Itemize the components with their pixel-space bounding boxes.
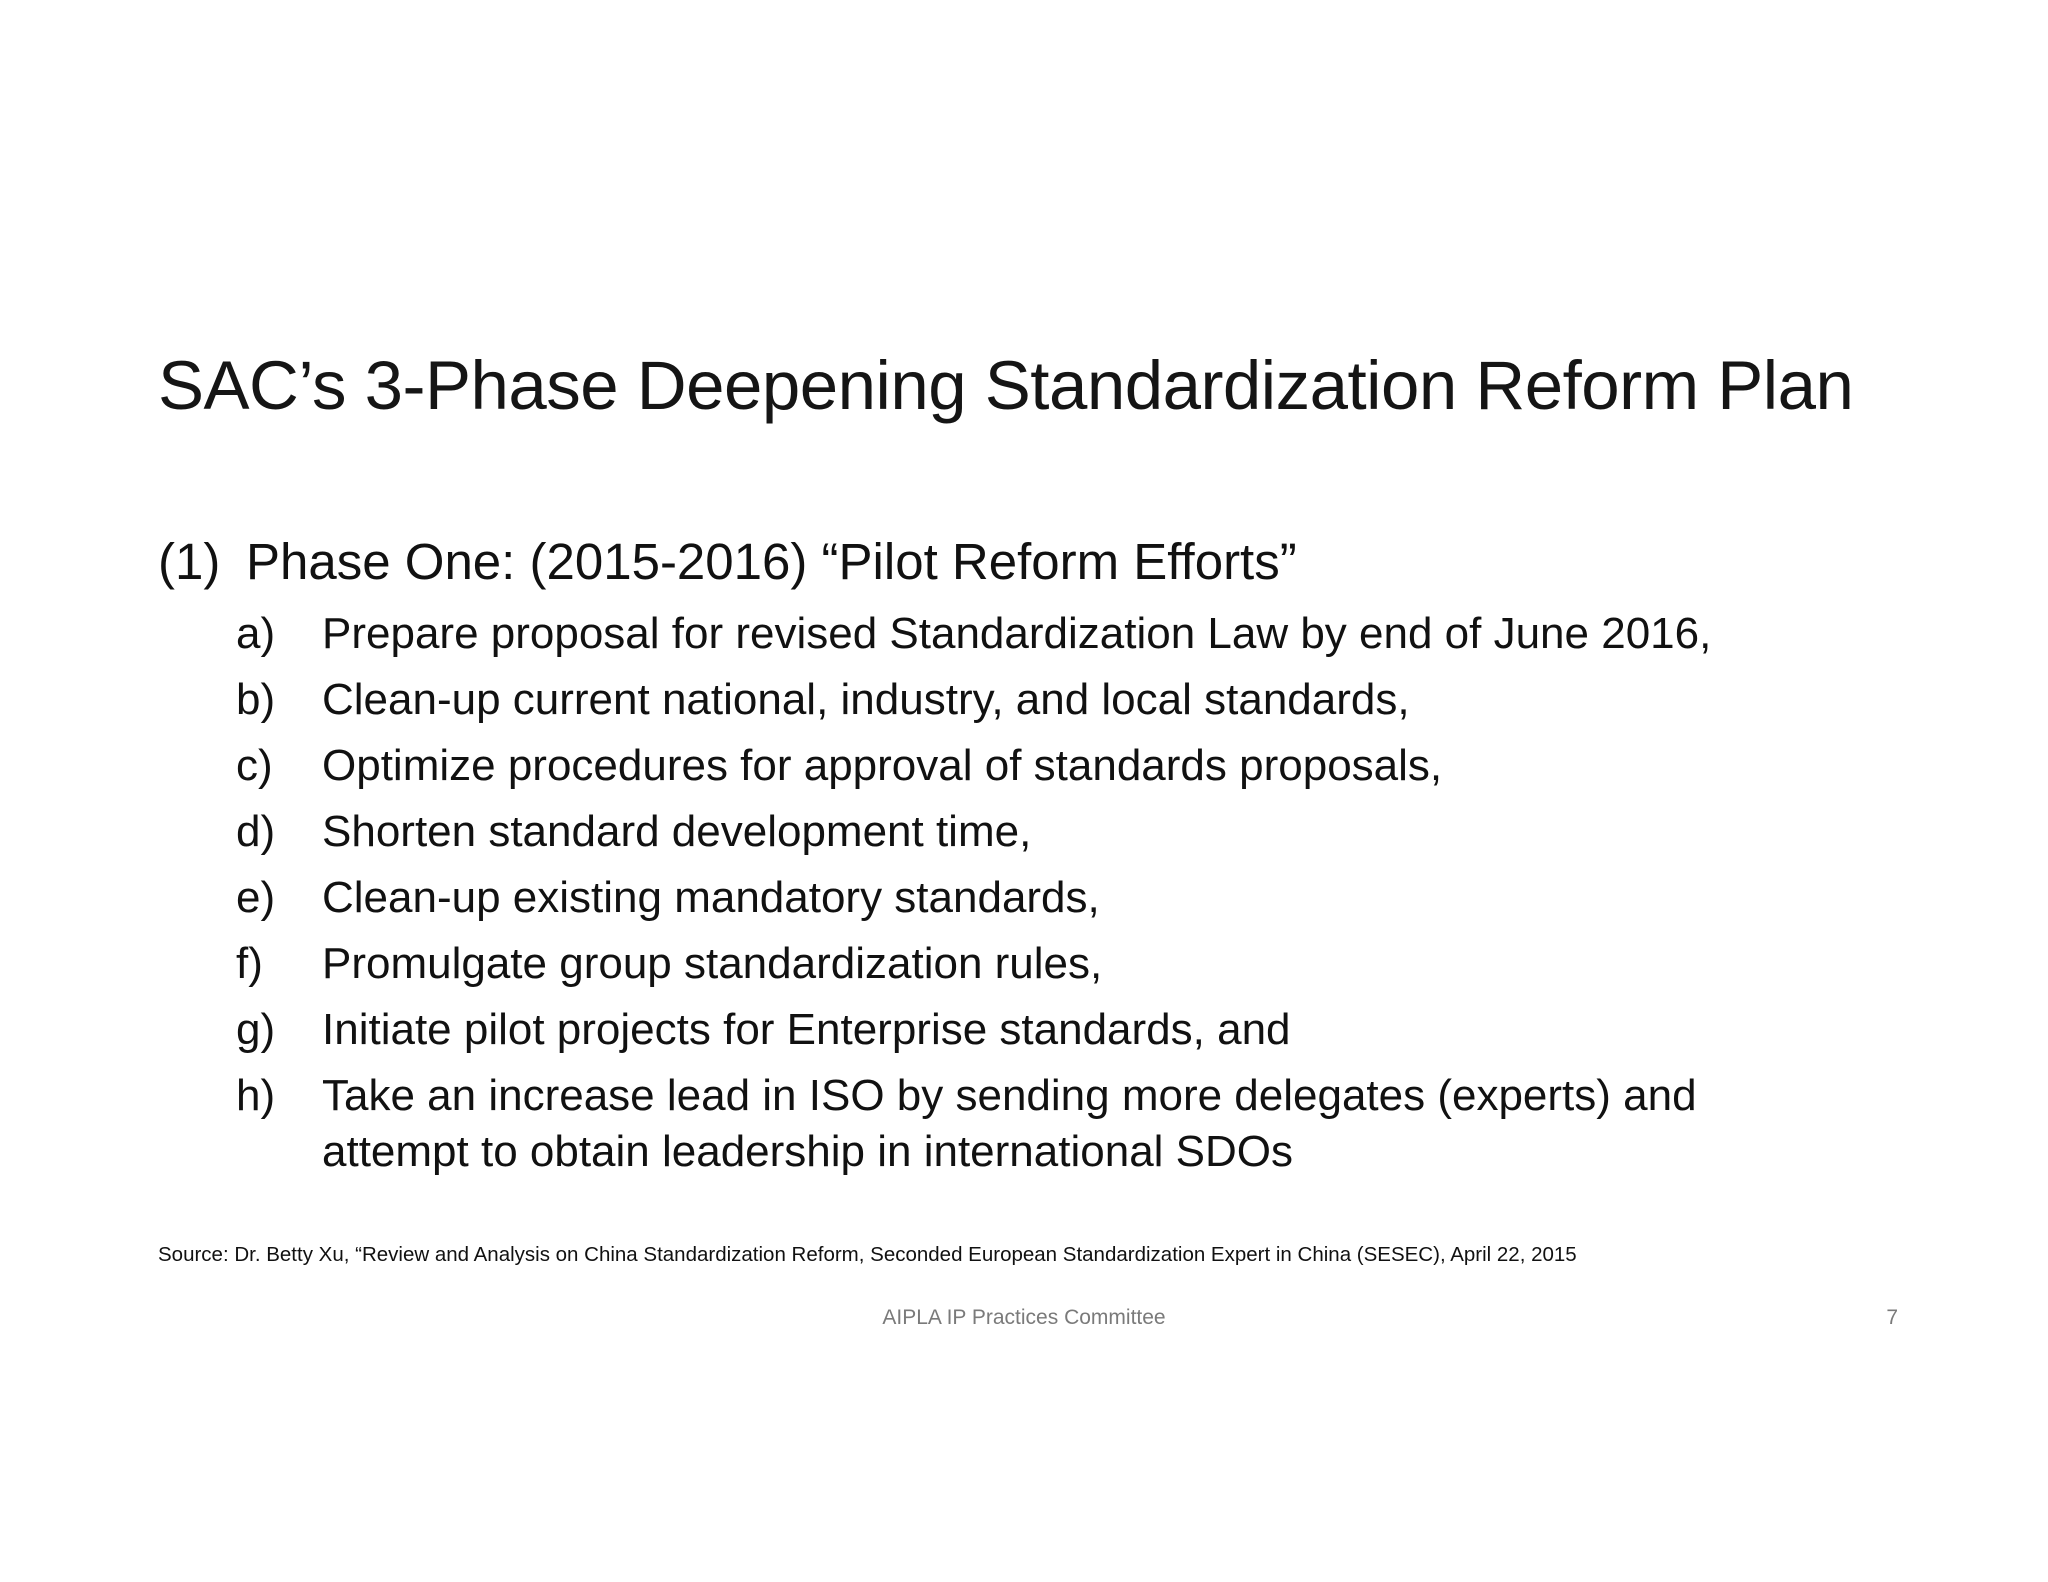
source-citation: Source: Dr. Betty Xu, “Review and Analysis on China Standardization Reform, Seconded European Standardization Expert in China (SESEC), April 22, 2015: [158, 1243, 1577, 1266]
phase-heading: [158, 532, 1297, 591]
list-item-text: Initiate pilot projects for Enterprise standards, and: [322, 1005, 1291, 1054]
phase-item-list: [236, 606, 1836, 1190]
list-item-text: Promulgate group standardization rules,: [322, 939, 1103, 988]
list-item-letter: f): [236, 939, 263, 988]
list-item-letter: e): [236, 873, 276, 922]
list-item: [236, 870, 1836, 926]
list-item-text: Take an increase lead in ISO by sending more delegates (experts) and attempt to obtain leadership in international SDOs: [322, 1071, 1697, 1176]
list-item-letter: d): [236, 807, 276, 856]
list-item-letter: g): [236, 1005, 276, 1054]
list-item-text: Clean-up current national, industry, and local standards,: [322, 675, 1410, 724]
list-item-letter: c): [236, 741, 273, 790]
list-item: [236, 936, 1836, 992]
footer-text: AIPLA IP Practices Committee: [882, 1306, 1166, 1329]
list-item-letter: a): [236, 609, 276, 658]
page-number: 7: [1886, 1306, 1898, 1329]
list-item-letter: h): [236, 1071, 276, 1120]
list-item: [236, 804, 1836, 860]
list-item: [236, 1002, 1836, 1058]
list-item: [236, 672, 1836, 728]
phase-text: Phase One: (2015-2016) “Pilot Reform Efforts”: [246, 533, 1297, 590]
list-item-text: Optimize procedures for approval of standards proposals,: [322, 741, 1443, 790]
list-item-text: Clean-up existing mandatory standards,: [322, 873, 1100, 922]
list-item-letter: b): [236, 675, 276, 724]
list-item: [236, 1068, 1836, 1180]
list-item-text: Shorten standard development time,: [322, 807, 1032, 856]
slide-title: SAC’s 3-Phase Deepening Standardization Reform Plan: [158, 347, 1854, 424]
list-item: [236, 738, 1836, 794]
list-item-text: Prepare proposal for revised Standardization Law by end of June 2016,: [322, 609, 1712, 658]
list-item: [236, 606, 1836, 662]
phase-number: (1): [158, 533, 221, 590]
